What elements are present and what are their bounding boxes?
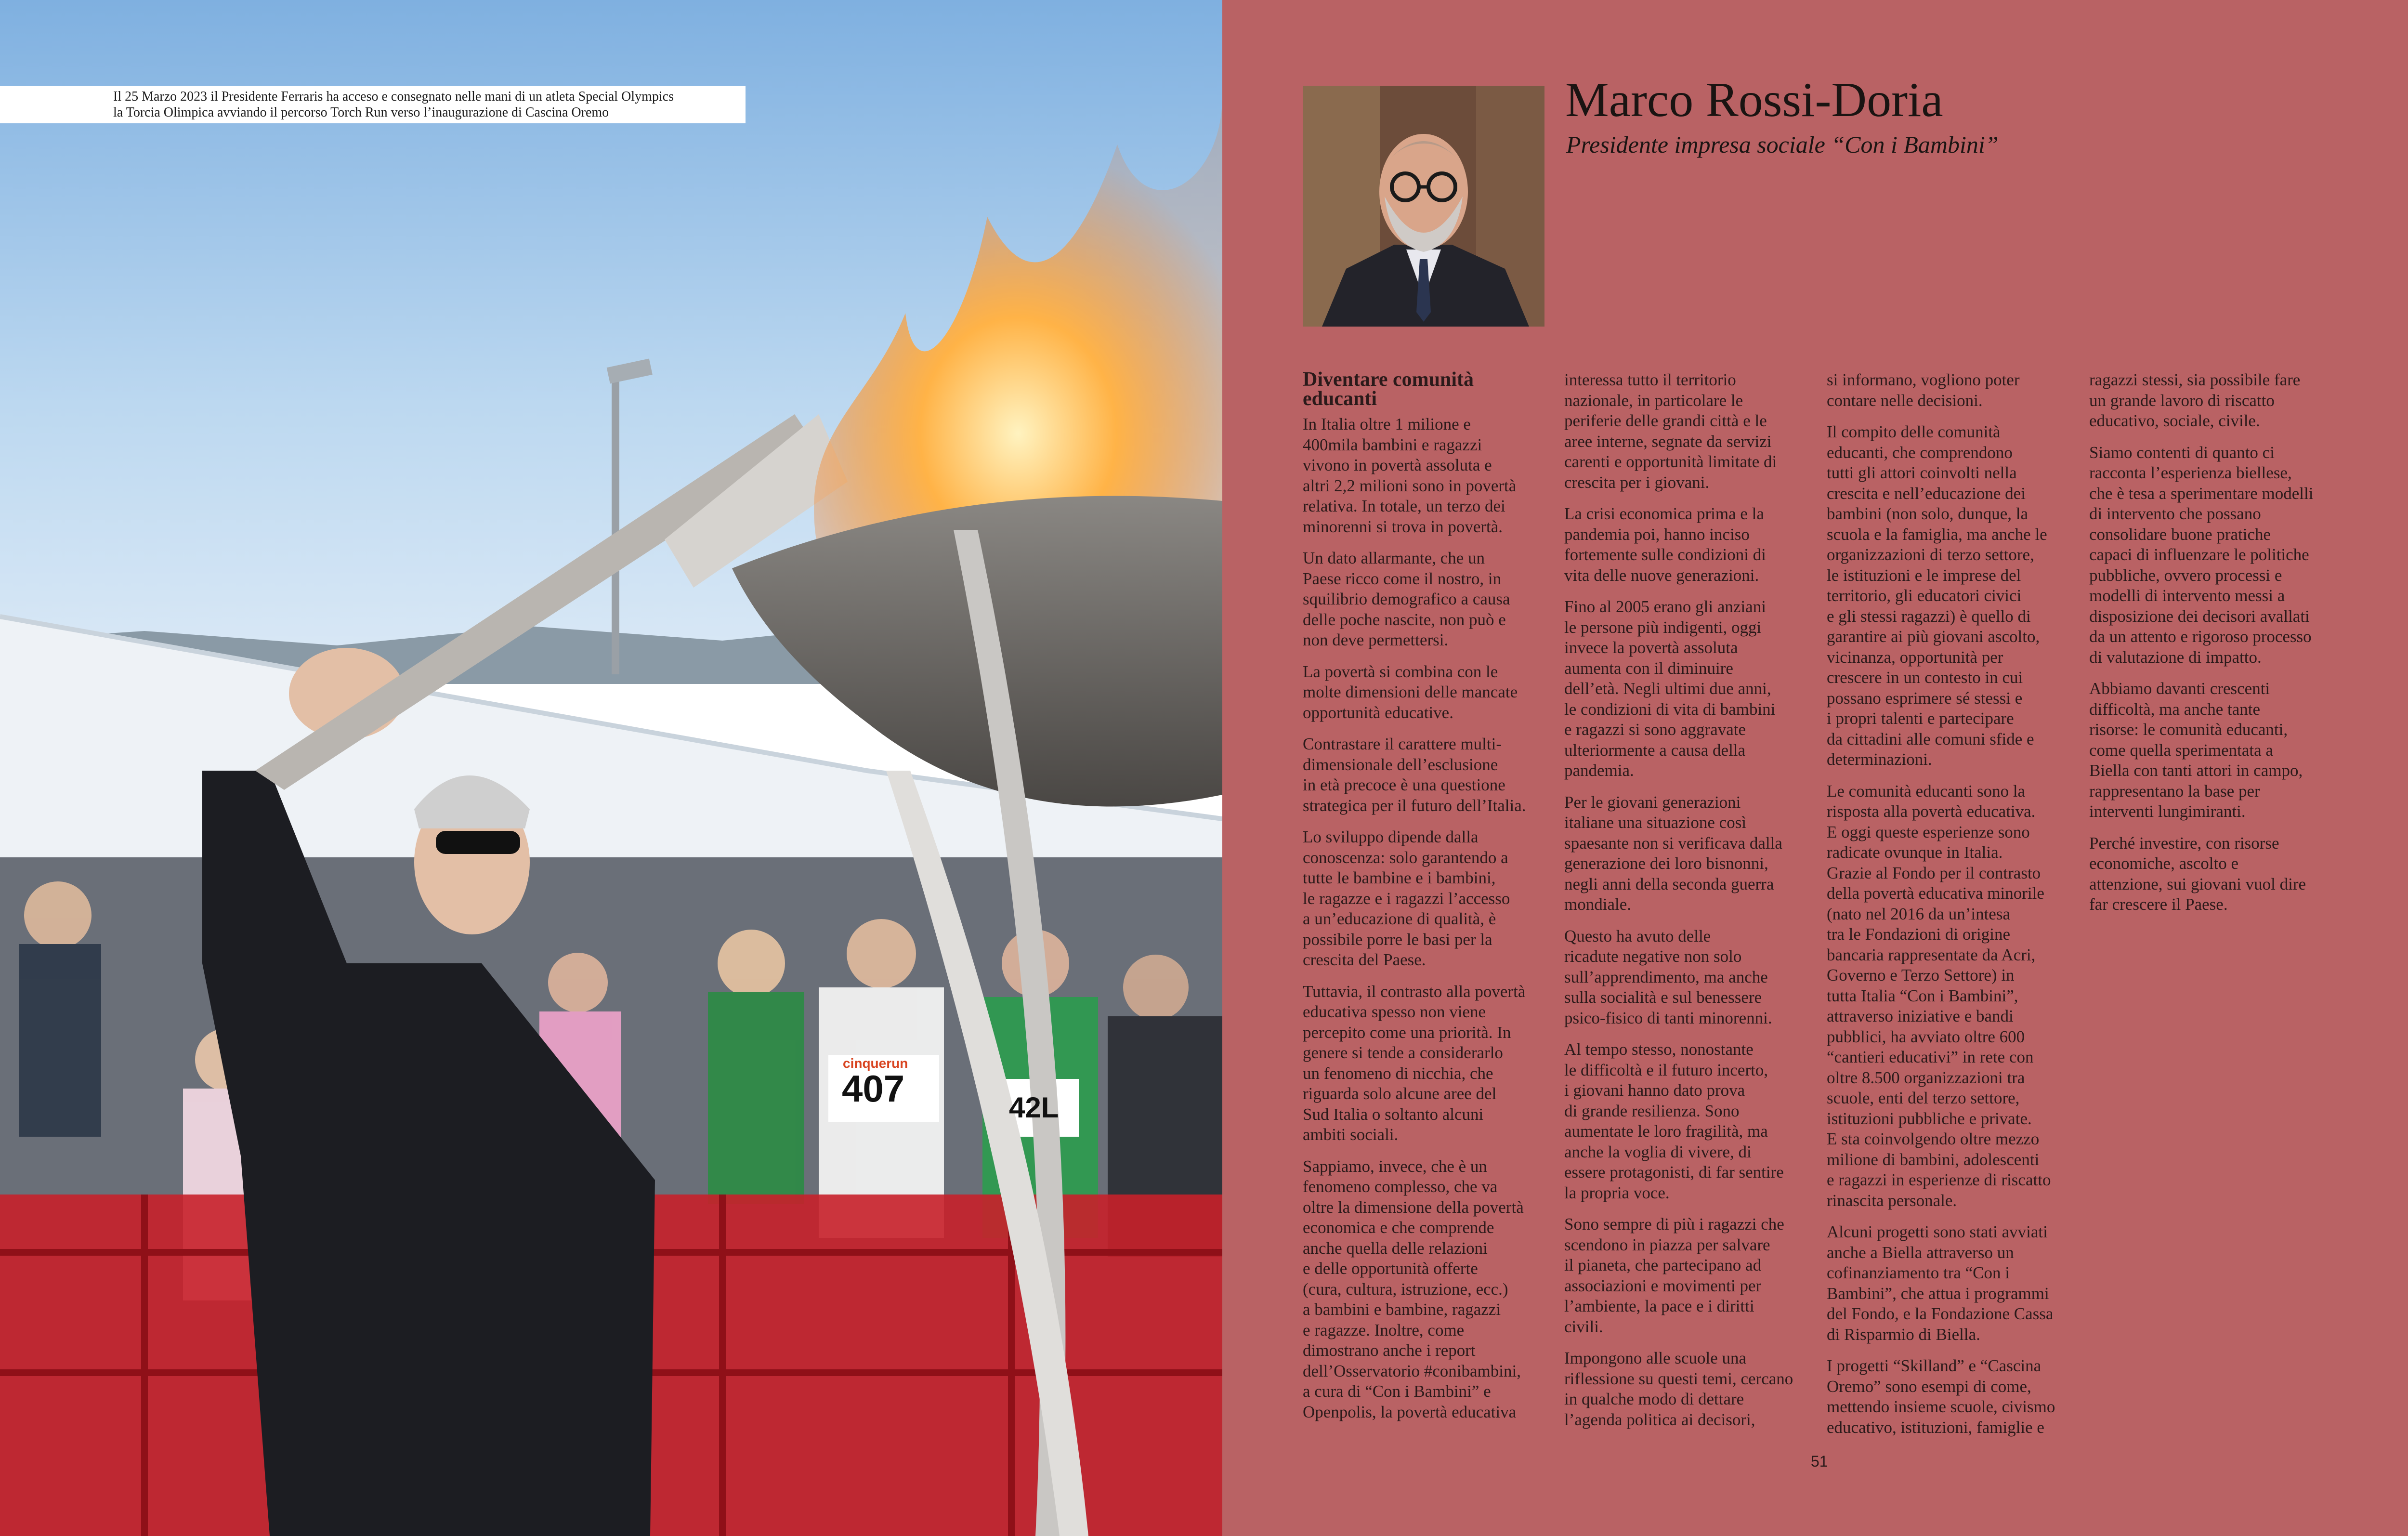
caption-line: Il 25 Marzo 2023 il Presidente Ferraris ha acceso e consegnato nelle mani di un atleta Special Olympics [113,89,674,104]
paragraph: interessa tutto il territorio nazionale, in particolare le periferie delle grandi città e le aree interne, segnate da servizi carenti e opportunità limitate di crescita per i giovani. [1564,370,1777,492]
portrait-photo [1303,86,1544,327]
article-column-2 [1564,370,1815,1441]
paragraph: Siamo contenti di quanto ci racconta l’esperienza biellese, che è tesa a sperimentare modelli di intervento che possano consolidare buone pratiche capaci di influenzare le politiche pubbliche, ovvero processi e modelli di intervento messi a disposizione dei decisori avallati da un attento e rigoroso processo di valutazione di impatto. [2089,443,2314,667]
paragraph: Perché investire, con risorse economiche, ascolto e attenzione, sui giovani vuol dire far crescere il Paese. [2089,833,2306,914]
photo-caption [0,86,746,123]
article-column-3 [1827,370,2077,1449]
paragraph: Sono sempre di più i ragazzi che scendono in piazza per salvare il pianeta, che partecipano ad associazioni e movimenti per l’ambiente, la pace e i diritti civili. [1564,1215,1784,1336]
paragraph: Sappiamo, invece, che è un fenomeno complesso, che va oltre la dimensione della povertà economica e che comprende anche quella delle relazioni e delle opportunità offerte (cura, cultura, istruzione, ecc.) a bambini e bambine, ragazzi e ragazze. Inoltre, come dimostrano anche i report dell’Osservatorio #conibambini, a cura di “Con i Bambini” e Openpolis, la povertà educativa [1303,1156,1524,1421]
paragraph: Lo sviluppo dipende dalla conoscenza: solo garantendo a tutte le bambine e i bambini, le ragazze e i ragazzi l’accesso a un’educazione di qualità, è possibile porre le basi per la crescita del Paese. [1303,827,1510,969]
paragraph: Un dato allarmante, che un Paese ricco come il nostro, in squilibrio demografico a causa delle poche nascite, non può e non deve permettersi. [1303,549,1510,649]
paragraph: Per le giovani generazioni italiane una situazione così spaesante non si verificava dalla generazione dei loro bisnonni, negli anni della seconda guerra mondiale. [1564,792,1782,914]
paragraph: Tuttavia, il contrasto alla povertà educativa spesso non viene percepito come una priorità. In genere si tende a considerarlo un fenomeno di nicchia, che riguarda solo alcune aree del Sud Italia o soltanto alcuni ambiti sociali. [1303,982,1526,1144]
page-number: 51 [1811,1453,1828,1470]
paragraph: Il compito delle comunità educanti, che comprendono tutti gli attori coinvolti nella crescita e nell’educazione dei bambini (non solo, dunque, la scuola e la famiglia, ma anche le organizzazioni di terzo settore, le istituzioni e le imprese del territorio, gli educatori civici e gli stessi ragazzi) è quello di garantire ai più giovani ascolto, vicinanza, opportunità per crescere in un contesto in cui possano esprimere sé stessi e i propri talenti e partecipare da cittadini alle comuni sfide e determinazioni. [1827,422,2047,769]
right-page [1222,0,2408,1536]
bib-number-1: 407 [842,1067,905,1110]
person-name: Marco Rossi-Doria [1565,73,1943,127]
paragraph: ragazzi stessi, sia possibile fare un grande lavoro di riscatto educativo, sociale, civile. [2089,370,2301,430]
paragraph: Alcuni progetti sono stati avviati anche a Biella attraverso un cofinanziamento tra “Con i Bambini”, che attua i programmi del Fondo, e la Fondazione Cassa di Risparmio di Biella. [1827,1222,2054,1344]
paragraph: Contrastare il carattere multi- dimensionale dell’esclusione in età precoce è una questione strategica per il futuro dell’Italia. [1303,735,1526,815]
paragraph: In Italia oltre 1 milione e 400mila bambini e ragazzi vivono in povertà assoluta e altri 2,2 milioni sono in povertà relativa. In totale, un terzo dei minorenni si trova in povertà. [1303,415,1517,536]
paragraph: Impongono alle scuole una riflessione su questi temi, cercano in qualche modo di dettare l’agenda politica ai decisori, [1564,1349,1793,1429]
article-column-4 [2089,370,2340,926]
caption-line: la Torcia Olimpica avviando il percorso Torch Run verso l’inaugurazione di Cascina Oremo [113,105,609,120]
paragraph: I progetti “Skilland” e “Cascina Oremo” sono esempi di come, mettendo insieme scuole, civismo educativo, istituzioni, famiglie e [1827,1356,2055,1437]
paragraph: Le comunità educanti sono la risposta alla povertà educativa. E oggi queste esperienze sono radicate ovunque in Italia. Grazie al Fondo per il contrasto della povertà educativa minorile (nato nel 2016 da un’intesa tra le Fondazioni di origine bancaria rappresentate da Acri, Governo e Terzo Settore) in tutta Italia “Con i Bambini”, attraverso iniziative e bandi pubblici, ha avviato oltre 600 “cantieri educativi” in rete con oltre 8.500 organizzazioni tra scuole, enti del terzo settore, istituzioni pubbliche e private. E sta coinvolgendo oltre mezzo milione di bambini, adolescenti e ragazzi in esperienze di riscatto rinascita personale. [1827,781,2051,1210]
paragraph: Fino al 2005 erano gli anziani le persone più indigenti, oggi invece la povertà assoluta aumenta con il diminuire dell’età. Negli ultimi due anni, le condizioni di vita di bambini e ragazzi si sono aggravate ulteriormente a causa della pandemia. [1564,597,1776,780]
paragraph: Abbiamo davanti crescenti difficoltà, ma anche tante risorse: le comunità educanti, come quella sperimentata a Biella con tanti attori in campo, rappresentano la base per interventi lungimiranti. [2089,679,2303,821]
bib-number-2: 42L [1009,1091,1059,1124]
paragraph: La crisi economica prima e la pandemia poi, hanno inciso fortemente sulle condizioni di vita delle nuove generazioni. [1564,504,1766,585]
article-column-1 [1303,370,1553,1433]
bib-brand: cinquerun [843,1056,908,1071]
paragraph: La povertà si combina con le molte dimensioni delle mancate opportunità educative. [1303,662,1518,722]
person-role: Presidente impresa sociale “Con i Bambini” [1566,131,1999,158]
paragraph: si informano, vogliono poter contare nelle decisioni. [1827,370,2020,410]
paragraph: Al tempo stesso, nonostante le difficoltà e il futuro incerto, i giovani hanno dato prova di grande resilienza. Sono aumentate le loro fragilità, ma anche la voglia di vivere, di essere protagonisti, di far sentire la propria voce. [1564,1040,1784,1202]
paragraph: Questo ha avuto delle ricadute negative non solo sull’apprendimento, ma anche sulla socialità e sul benessere psico-fisico di tanti minorenni. [1564,926,1772,1027]
lamp-post [612,376,619,674]
article-heading: Diventare comunità educanti [1303,368,1474,410]
